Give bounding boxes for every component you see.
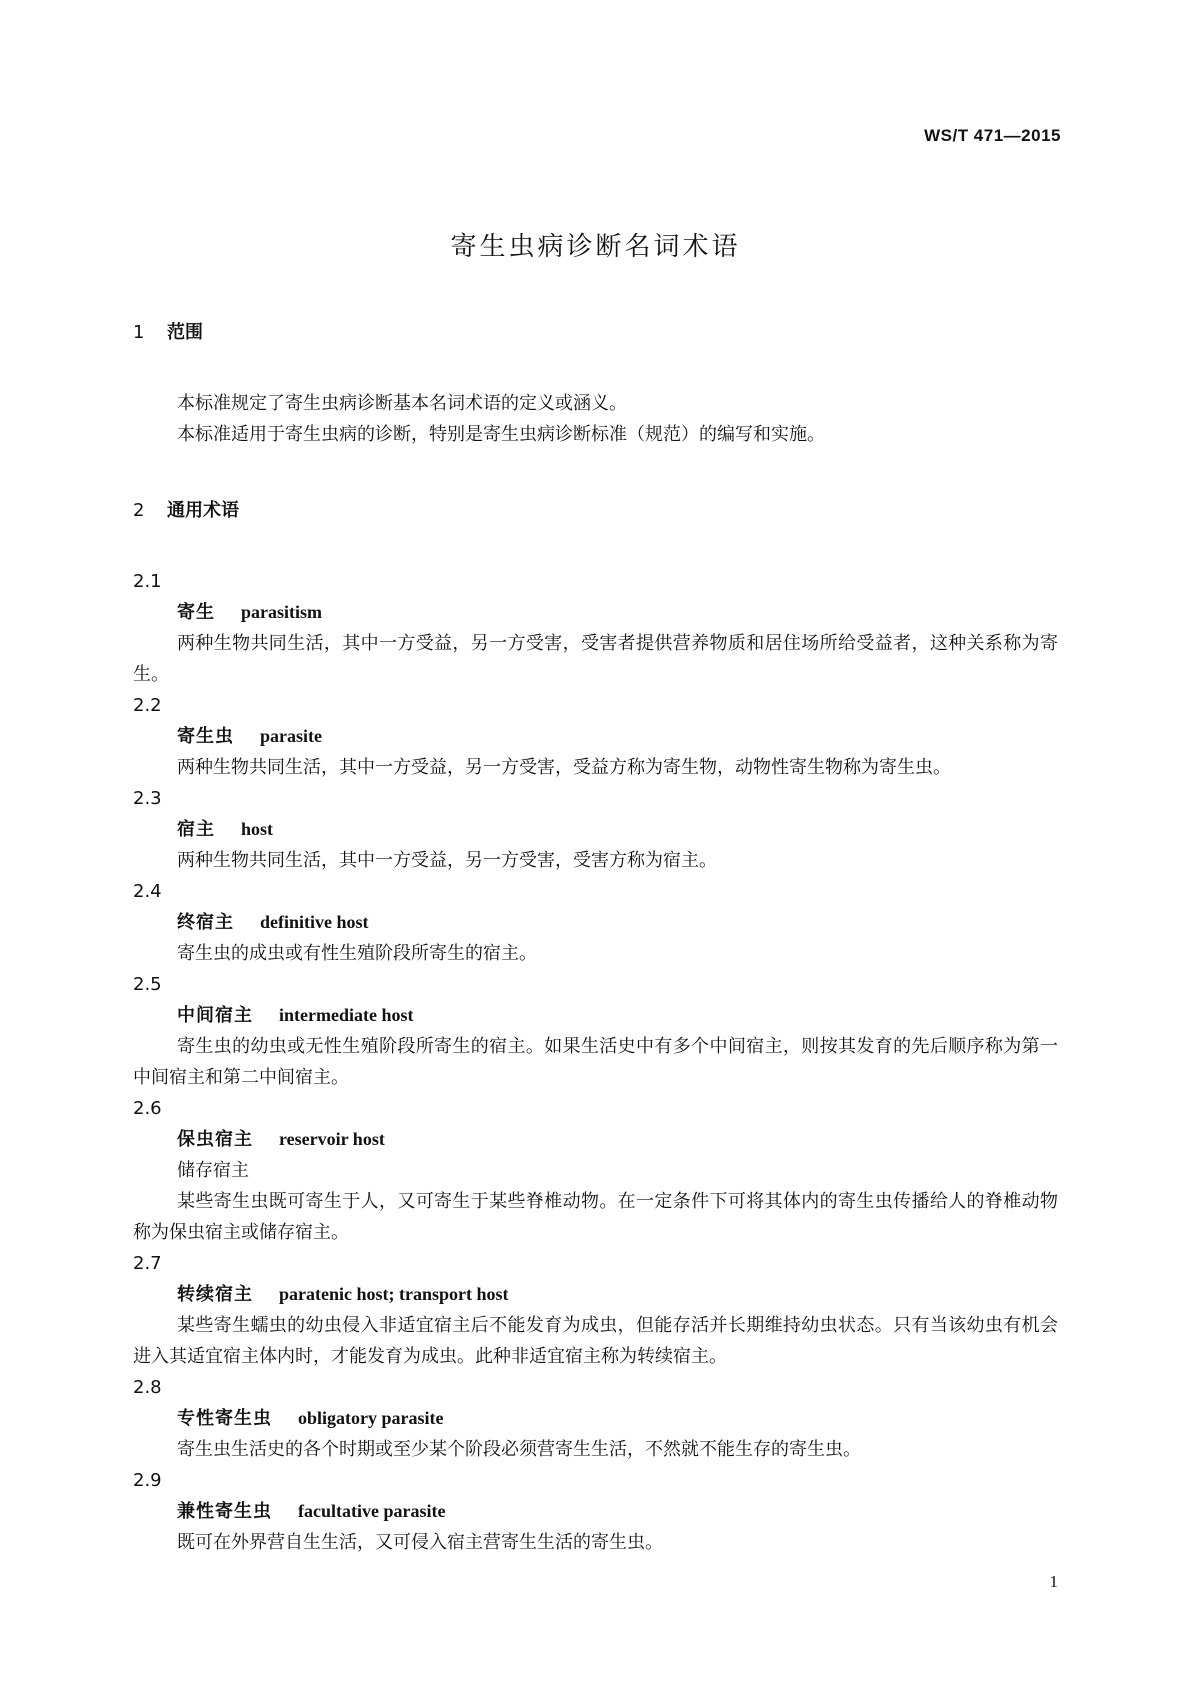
term-definition: 既可在外界营自生生活，又可侵入宿主营寄生生活的寄生虫。 <box>177 1532 663 1553</box>
term-heading <box>133 1403 1058 1434</box>
term-definition: 两种生物共同生活，其中一方受益，另一方受害，受害者提供营养物质和居住场所给受益者，这种关系称为寄生。 <box>133 633 1058 685</box>
term-zh: 终宿主 <box>177 912 234 933</box>
term-heading <box>133 907 1058 938</box>
term-number: 2.1 <box>133 571 162 592</box>
document-body <box>133 318 1058 1558</box>
term-zh: 宿主 <box>177 819 215 840</box>
term-heading <box>133 1000 1058 1031</box>
term-heading <box>133 1279 1058 1310</box>
term-heading <box>133 814 1058 845</box>
term-en: intermediate host <box>279 1005 414 1025</box>
term-definition: 寄生虫生活史的各个时期或至少某个阶段必须营寄生生活，不然就不能生存的寄生虫。 <box>177 1439 861 1460</box>
term-number: 2.6 <box>133 1098 162 1119</box>
term-definition: 某些寄生虫既可寄生于人，又可寄生于某些脊椎动物。在一定条件下可将其体内的寄生虫传播给人的脊椎动物称为保虫宿主或储存宿主。 <box>133 1191 1058 1243</box>
term-synonym: 储存宿主 <box>177 1160 249 1181</box>
term-en: facultative parasite <box>298 1501 446 1521</box>
term-zh: 专性寄生虫 <box>177 1408 272 1429</box>
term-zh: 保虫宿主 <box>177 1129 253 1150</box>
section-number: 2 <box>133 500 145 521</box>
paragraph: 本标准规定了寄生虫病诊断基本名词术语的定义或涵义。 <box>177 393 627 414</box>
term-definition: 寄生虫的幼虫或无性生殖阶段所寄生的宿主。如果生活史中有多个中间宿主，则按其发育的先后顺序称为第一中间宿主和第二中间宿主。 <box>133 1036 1058 1088</box>
page-number: 1 <box>1049 1572 1058 1591</box>
term-zh: 寄生 <box>177 602 215 623</box>
term-zh: 转续宿主 <box>177 1284 253 1305</box>
section-title: 范围 <box>167 322 203 343</box>
term-definition: 寄生虫的成虫或有性生殖阶段所寄生的宿主。 <box>177 943 537 964</box>
term-en: obligatory parasite <box>298 1408 444 1428</box>
term-definition: 两种生物共同生活，其中一方受益，另一方受害，受害方称为宿主。 <box>177 850 717 871</box>
term-en: host <box>241 819 274 839</box>
term-definition: 某些寄生蠕虫的幼虫侵入非适宜宿主后不能发育为成虫，但能存活并长期维持幼虫状态。只有当该幼虫有机会进入其适宜宿主体内时，才能发育为成虫。此种非适宜宿主称为转续宿主。 <box>133 1315 1058 1367</box>
term-heading <box>133 1124 1058 1155</box>
term-number: 2.2 <box>133 695 162 716</box>
paragraph: 本标准适用于寄生虫病的诊断，特别是寄生虫病诊断标准（规范）的编写和实施。 <box>177 424 825 445</box>
term-zh: 兼性寄生虫 <box>177 1501 272 1522</box>
page-title: 寄生虫病诊断名词术语 <box>450 232 741 262</box>
term-en: parasite <box>260 726 322 746</box>
term-number: 2.7 <box>133 1253 162 1274</box>
section-2-heading <box>133 496 1058 526</box>
term-number: 2.9 <box>133 1470 162 1491</box>
term-number: 2.8 <box>133 1377 162 1398</box>
term-en: definitive host <box>260 912 369 932</box>
term-zh: 中间宿主 <box>177 1005 253 1026</box>
term-number: 2.5 <box>133 974 162 995</box>
section-title: 通用术语 <box>167 500 239 521</box>
term-heading <box>133 1496 1058 1527</box>
term-definition: 两种生物共同生活，其中一方受益，另一方受害，受益方称为寄生物，动物性寄生物称为寄生虫。 <box>177 757 951 778</box>
term-number: 2.3 <box>133 788 162 809</box>
term-en: reservoir host <box>279 1129 385 1149</box>
standard-code: WS/T 471—2015 <box>924 126 1061 145</box>
section-number: 1 <box>133 322 145 343</box>
term-heading <box>133 597 1058 628</box>
term-en: paratenic host; transport host <box>279 1284 509 1304</box>
term-zh: 寄生虫 <box>177 726 234 747</box>
section-1-heading <box>133 318 1058 348</box>
term-en: parasitism <box>241 602 322 622</box>
term-heading <box>133 721 1058 752</box>
term-number: 2.4 <box>133 881 162 902</box>
